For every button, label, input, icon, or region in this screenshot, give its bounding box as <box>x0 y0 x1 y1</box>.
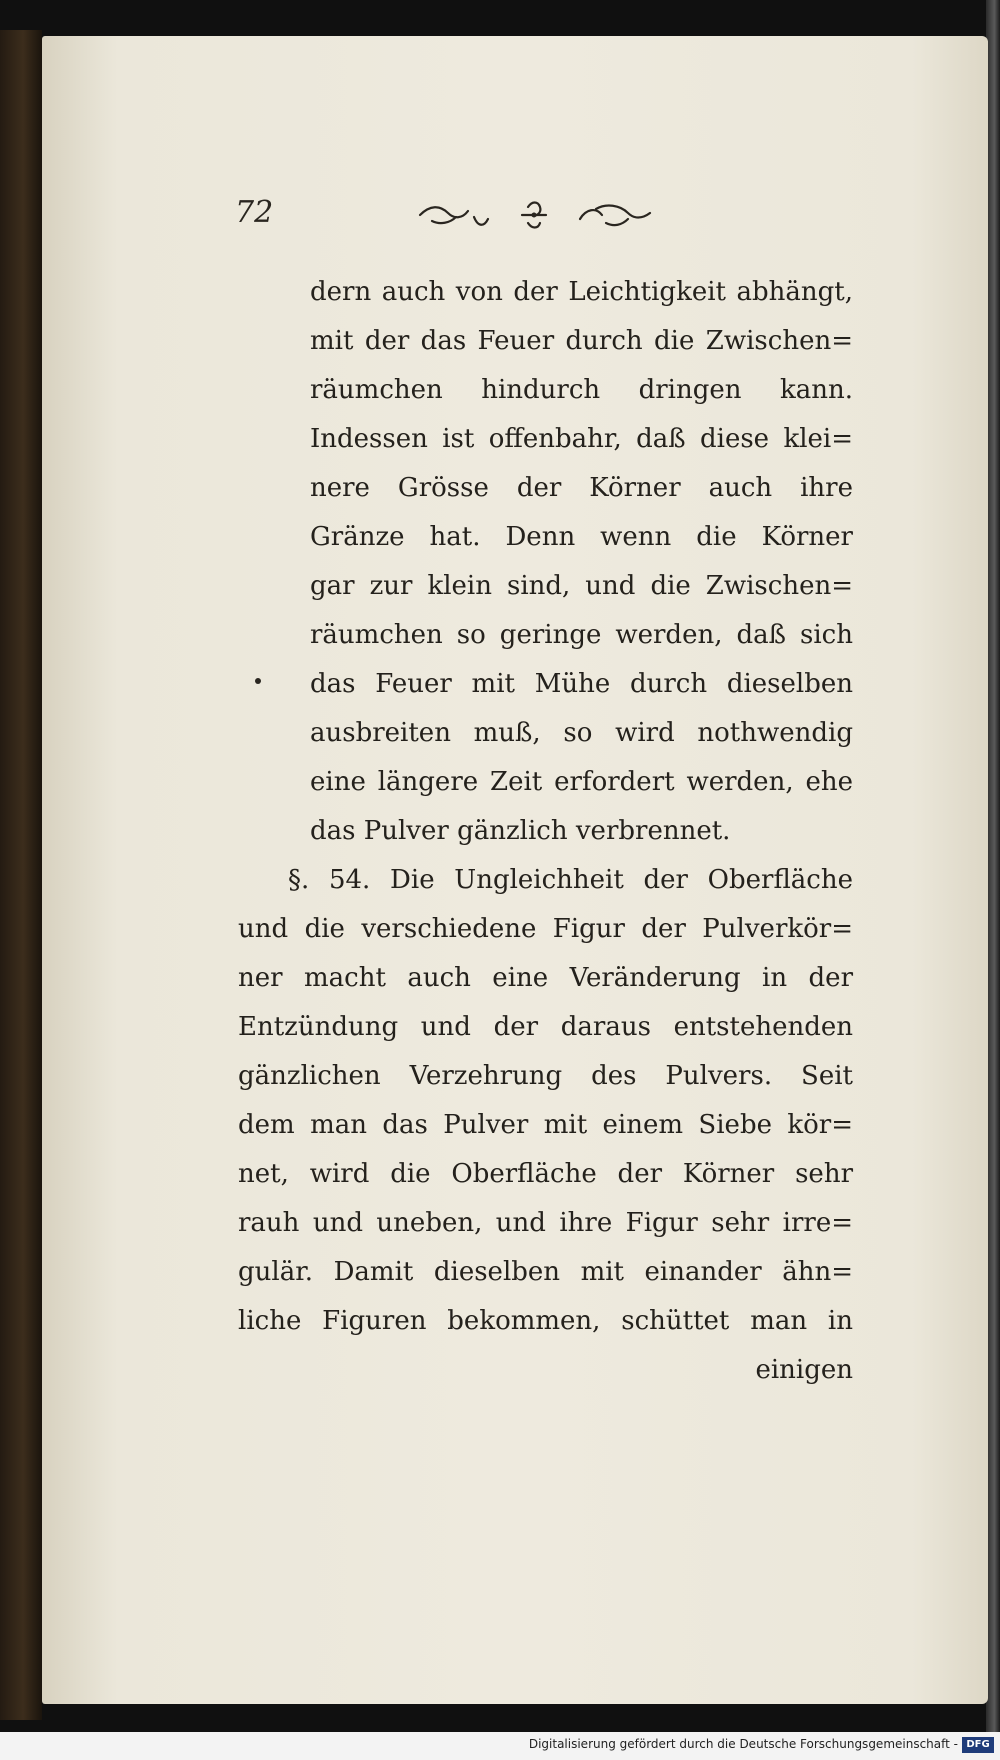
section-heading-line: §. 54. Die Ungleichheit der Oberfläche <box>288 865 853 895</box>
text-line: nere Grösse der Körner auch ihre <box>310 473 853 503</box>
text-line: ner macht auch eine Veränderung in der <box>238 963 853 993</box>
text-line: räumchen hindurch dringen kann. <box>310 375 853 405</box>
printer-flourish-ornament-icon <box>410 197 660 233</box>
digitization-footer <box>0 1732 1000 1760</box>
page-header <box>235 195 865 237</box>
text-line: gänzlichen Verzehrung des Pulvers. Seit <box>238 1061 853 1091</box>
book-cover-edge <box>986 0 1000 1760</box>
dfg-logo: DFG <box>962 1737 994 1753</box>
text-line: Gränze hat. Denn wenn die Körner <box>310 522 853 552</box>
text-line: das Pulver gänzlich verbrennet. <box>310 816 731 846</box>
text-line: und die verschiedene Figur der Pulverkör= <box>238 914 853 944</box>
text-line: net, wird die Oberfläche der Körner sehr <box>238 1159 853 1189</box>
text-line: liche Figuren bekommen, schüttet man in <box>238 1306 853 1336</box>
text-line: Entzündung und der daraus entstehenden <box>238 1012 853 1042</box>
paragraph-continued <box>310 268 853 856</box>
text-line: gulär. Damit dieselben mit einander ähn= <box>238 1257 853 1287</box>
page-number: 72 <box>235 195 274 230</box>
text-line: rauh und uneben, und ihre Figur sehr irre= <box>238 1208 853 1238</box>
funding-credit: Digitalisierung gefördert durch die Deutsche Forschungsgemeinschaft - <box>528 1737 958 1751</box>
margin-dot-mark <box>255 678 261 684</box>
text-line: ausbreiten muß, so wird nothwendig <box>310 718 853 748</box>
catchword: einigen <box>755 1355 853 1385</box>
text-line: gar zur klein sind, und die Zwischen= <box>310 571 853 601</box>
text-line: Indessen ist offenbahr, daß diese klei= <box>310 424 853 454</box>
text-line: dern auch von der Leichtigkeit abhängt, <box>310 277 853 307</box>
text-line: räumchen so geringe werden, daß sich <box>310 620 853 650</box>
page-body-text <box>238 268 853 1395</box>
book-spine <box>0 30 42 1720</box>
text-line: dem man das Pulver mit einem Siebe kör= <box>238 1110 853 1140</box>
text-line: das Feuer mit Mühe durch dieselben <box>310 669 853 699</box>
text-line: eine längere Zeit erfordert werden, ehe <box>310 767 853 797</box>
section-54-paragraph <box>238 856 853 1395</box>
text-line: mit der das Feuer durch die Zwischen= <box>310 326 853 356</box>
